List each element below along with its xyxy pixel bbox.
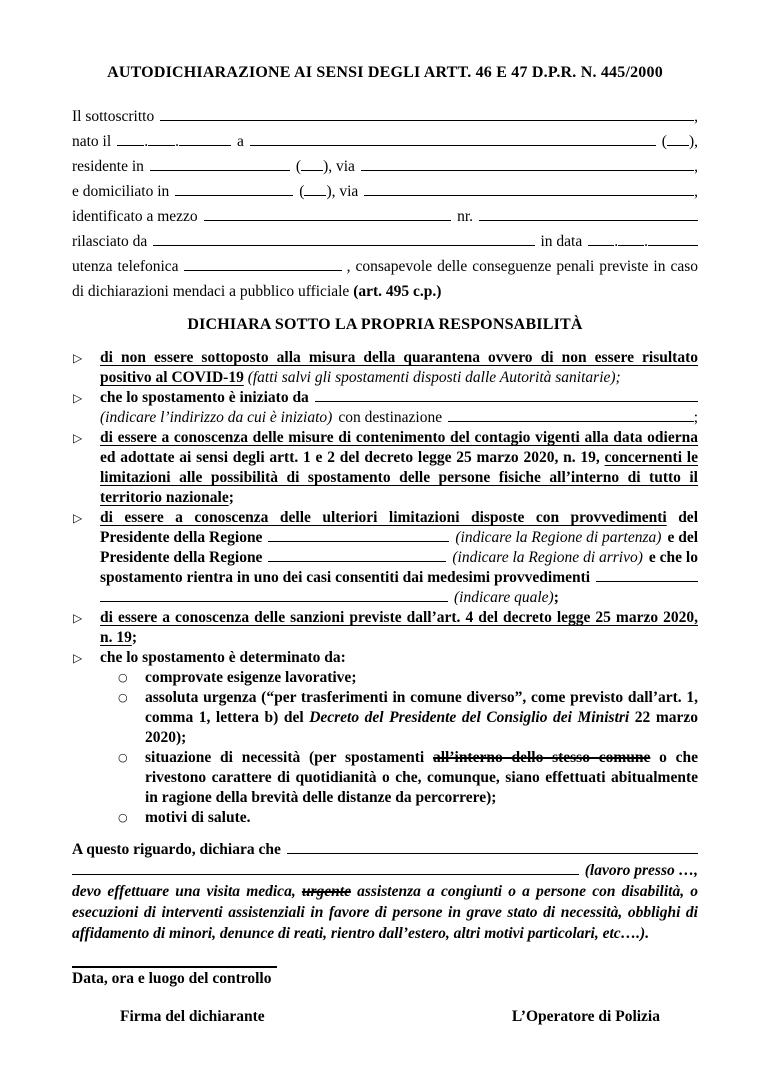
list-item-sanzioni [72,608,698,648]
punct-paren-close-via: ), via [323,158,355,175]
punct-paren-open: ( [299,183,305,200]
blank-nome [160,107,694,121]
intro-section [72,104,698,304]
arrow-bullet-icon: ▷ [73,651,83,665]
label-utenza-telefonica: utenza telefonica [72,258,184,275]
arrow-bullet-icon: ▷ [73,431,83,445]
control-signature-line [72,966,277,968]
text-con-destinazione: con destinazione [338,409,443,426]
label-nr: nr. [457,208,474,225]
text-assoluta-urgenza: assoluta urgenza (“per trasferimenti in comune diverso”, come previsto dall’art. 1, comma 1, lettera b) del [145,689,698,726]
blank-anno [648,232,698,246]
punct-comma: , [694,108,698,125]
text-determinato-da: che lo spostamento è determinato da: [100,649,346,666]
text-stesso-comune-strikethrough: all’interno dello stesso comune [432,749,651,766]
punct-dot: . [175,133,179,150]
blank-dichiarazione [287,840,698,854]
circle-bullet-icon: ○ [118,811,128,824]
sub-item-salute [72,808,698,828]
blank-mese [148,132,175,146]
blank-indirizzo-inizio [315,388,698,402]
text-sanzioni: di essere a conoscenza delle sanzioni previste dall’art. 4 del decreto legge 25 marzo 2020, n. 19 [100,609,698,646]
blank-comune-domicilio [175,182,293,196]
closing-section [72,839,698,944]
blank-provincia [301,157,323,171]
text-quarantena: di non essere sottoposto alla misura della quarantena ovvero di non essere risultato positivo al COVID-19 [100,349,698,386]
text-indicare-indirizzo: (indicare l’indirizzo da cui è iniziato) [100,409,333,426]
text-dpcm: Decreto del Presidente del Consiglio dei Ministri [309,709,630,726]
blank-regione-arrivo [268,548,446,562]
intro-line-domiciliato [72,179,698,204]
control-label: Data, ora e luogo del controllo [72,970,272,987]
circle-bullet-icon: ○ [118,691,128,704]
text-indicare-partenza: (indicare la Regione di partenza) [455,529,662,546]
punct-paren-open: ( [295,158,302,175]
punct-dot: . [614,233,619,250]
arrow-bullet-icon: ▷ [73,611,83,625]
intro-line-identificato [72,204,698,229]
intro-line-rilasciato [72,229,698,254]
punct-dot: . [144,133,149,150]
text-esigenze-lavorative: comprovate esigenze lavorative; [145,669,357,686]
list-item-ulteriori-limitazioni [72,508,698,608]
list-item-spostamento-iniziato [72,388,698,428]
text-quotidianita: o che rivestono carattere di quotidianità o che, comunque, siano effettuati abitualmente in ragione della brevità delle distanze da percorrere); [145,749,698,806]
text-e-che-lo: e che lo [648,549,698,566]
blank-regione-partenza [268,528,449,542]
punct-semi: ; [228,489,234,506]
sub-item-necessita [72,748,698,808]
text-spostamento-iniziato: che lo spostamento è iniziato da [100,389,309,406]
blank-telefono [184,257,342,271]
text-visita-medica: devo effettuare una visita medica, [72,883,302,900]
blank-documento [204,207,451,221]
blank-dichiarazione-2 [72,861,579,875]
intro-line-nato [72,129,698,154]
text-e-del: e del [667,529,698,546]
sub-item-urgenza [72,688,698,748]
text-art-495: (art. 495 c.p.) [353,283,442,300]
declaration-list [72,348,698,828]
text-a-questo-riguardo: A questo riguardo, dichiara che [72,841,281,858]
punct-semi: ; [553,589,559,606]
signature-label-police: L’Operatore di Polizia [511,1008,660,1025]
punct-semi: ; [693,409,698,426]
text-situazione-necessita: situazione di necessità (per spostamenti [145,749,433,766]
text-22-marzo: 22 marzo 2020); [145,709,698,746]
blank-ente-rilascio [153,232,534,246]
blank-numero-documento [479,207,698,221]
text-assistenza: assistenza a congiunti o a persone con disabilità, o esecuzioni di interventi assistenziali in favore di persone in grave stato di necessità, obblighi di affidamento di minori, denunce di reati, rientro dall’estero, altri motivi particolari, etc….). [72,883,698,942]
label-rilasciato-da: rilasciato da [72,233,148,250]
label-a: a [236,133,244,150]
arrow-bullet-icon: ▷ [73,391,83,405]
label-il-sottoscritto: Il sottoscritto [72,108,155,125]
text-presidente-regione: Presidente della Regione [100,529,263,546]
label-in-data: in data [540,233,583,250]
label-nato-il: nato il [72,133,112,150]
text-misure-contenimento: di essere a conoscenza delle misure di contenimento del contagio vigenti alla data odierna [100,429,698,446]
text-adottate: ed adottate ai sensi degli artt. 1 e 2 del decreto legge 25 marzo 2020, n. 19, [100,449,605,466]
punct-comma: , [694,158,698,175]
text-lavoro-presso: (lavoro presso …, [584,862,698,879]
blank-comune-residenza [150,157,290,171]
punct-comma: , [694,183,698,200]
blank-provincia [667,132,689,146]
intro-line-sottoscritto [72,104,698,129]
blank-caso-consentito [596,568,698,582]
blank-caso-consentito-2 [100,588,448,602]
intro-line-residente [72,154,698,179]
signature-row [72,1008,698,1026]
list-item-misure-contenimento [72,428,698,508]
punct-semi: ; [131,629,138,646]
text-fatti-salvi: (fatti salvi gli spostamenti disposti dalle Autorità sanitarie); [243,369,621,386]
blank-via-residenza [361,157,694,171]
text-motivi-salute: motivi di salute. [145,809,251,826]
closing-paragraph [72,881,698,944]
arrow-bullet-icon: ▷ [73,511,83,525]
sub-item-lavorative [72,668,698,688]
punct-paren-open: ( [661,133,667,150]
text-presidente-regione: Presidente della Regione [100,549,263,566]
text-indicare-quale: (indicare quale) [454,589,554,606]
text-del: del [678,509,698,526]
document-title: AUTODICHIARAZIONE AI SENSI DEGLI ARTT. 46 E 47 D.P.R. N. 445/2000 [107,64,663,81]
footer-section [72,966,698,1026]
punct-dot: . [644,233,648,250]
label-residente-in: residente in [72,158,144,175]
intro-line-utenza [72,254,698,304]
punct-paren-close: ), [688,133,698,150]
blank-luogo-nascita [250,132,656,146]
arrow-bullet-icon: ▷ [73,351,83,365]
label-domiciliato-in: e domiciliato in [72,183,170,200]
label-identificato: identificato a mezzo [72,208,198,225]
blank-giorno [117,132,144,146]
blank-via-domicilio [364,182,694,196]
blank-mese [618,232,644,246]
text-consapevole: , consapevole delle conseguenze penali previste in caso di dichiarazioni mendaci a pubblico ufficiale [72,258,699,300]
blank-anno [179,132,231,146]
circle-bullet-icon: ○ [118,751,128,764]
signature-label-declarant: Firma del dichiarante [120,1008,265,1025]
text-ulteriori-limitazioni: di essere a conoscenza delle ulteriori limitazioni disposte con provvedimenti [100,509,667,526]
punct-paren-close-via: ), via [326,183,359,200]
text-indicare-arrivo: (indicare la Regione di arrivo) [452,549,643,566]
list-item-determinato-da [72,648,698,668]
text-concernenti: concernenti le limitazioni alle possibilità di spostamento delle persone fisiche all’interno di tutto il territorio nazionale [100,449,698,506]
blank-destinazione [448,408,694,422]
blank-giorno [588,232,614,246]
text-urgente-strikethrough: urgente [301,883,351,900]
blank-provincia [304,182,326,196]
declaration-heading: DICHIARA SOTTO LA PROPRIA RESPONSABILITÀ [187,316,583,333]
circle-bullet-icon: ○ [118,671,128,684]
text-casi-consentiti: spostamento rientra in uno dei casi consentiti dai medesimi provvedimenti [100,569,591,586]
list-item-quarantena [72,348,698,388]
